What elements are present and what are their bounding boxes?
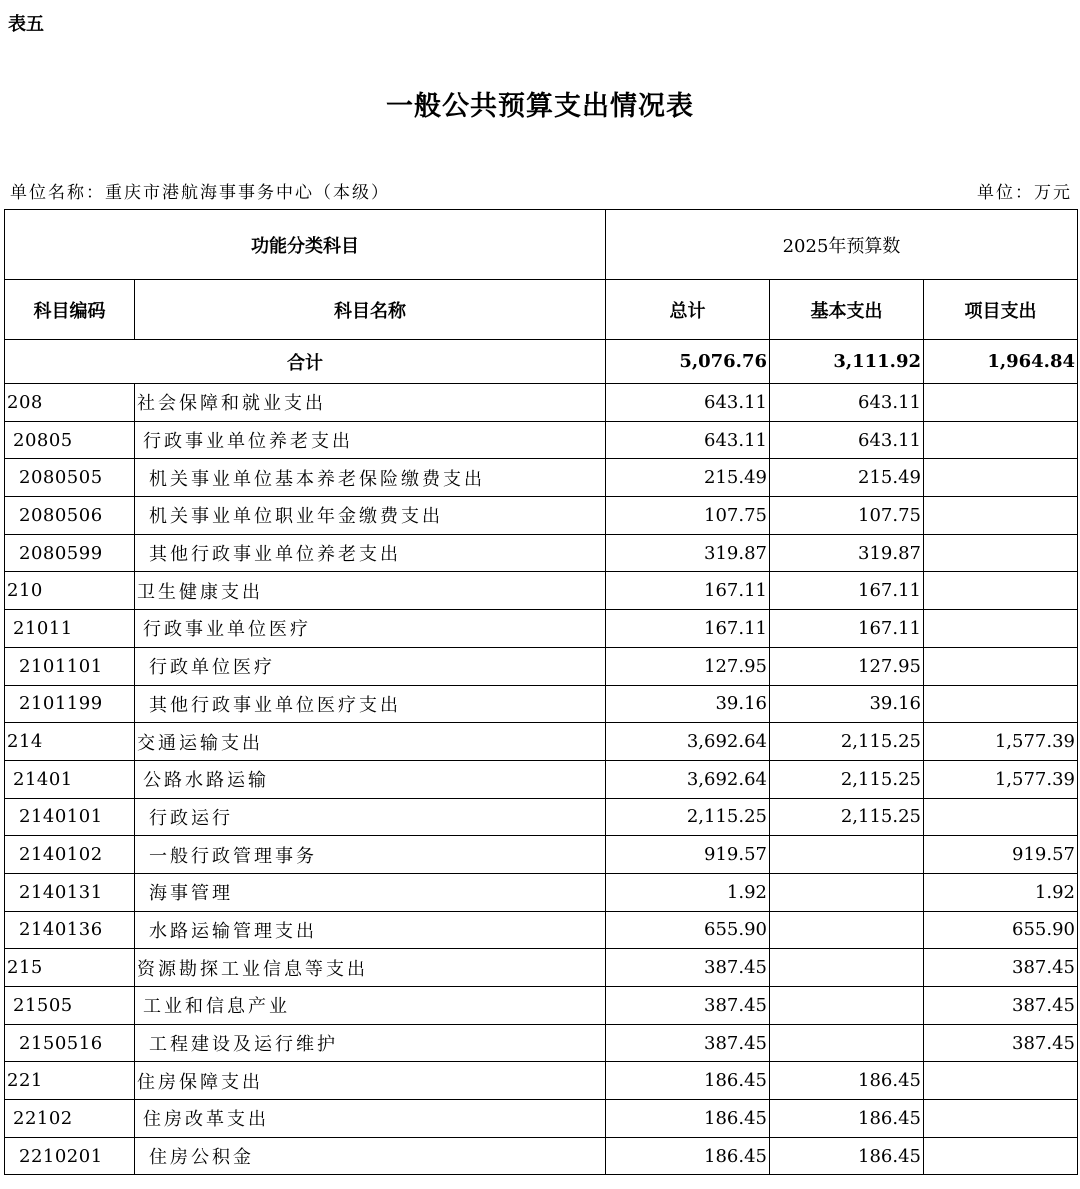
row-total: 127.95 xyxy=(606,647,770,685)
row-code: 214 xyxy=(5,723,135,761)
row-total: 167.11 xyxy=(606,572,770,610)
row-name: 水路运输管理支出 xyxy=(135,911,606,949)
row-basic xyxy=(770,911,924,949)
unit-measure: 单位：万元 xyxy=(977,183,1072,203)
row-project: 919.57 xyxy=(924,836,1078,874)
row-project xyxy=(924,685,1078,723)
row-name: 其他行政事业单位医疗支出 xyxy=(135,685,606,723)
row-code: 21011 xyxy=(5,610,135,648)
row-name: 交通运输支出 xyxy=(135,723,606,761)
row-total: 186.45 xyxy=(606,1062,770,1100)
row-basic xyxy=(770,1024,924,1062)
table-row xyxy=(5,1100,1078,1138)
row-name: 卫生健康支出 xyxy=(135,572,606,610)
row-project xyxy=(924,1062,1078,1100)
row-project xyxy=(924,647,1078,685)
table-row xyxy=(5,911,1078,949)
row-total: 2,115.25 xyxy=(606,798,770,836)
subheader-row xyxy=(5,280,1078,340)
row-total: 107.75 xyxy=(606,497,770,535)
row-total: 186.45 xyxy=(606,1137,770,1175)
table-row xyxy=(5,1062,1078,1100)
table-row xyxy=(5,873,1078,911)
row-basic: 127.95 xyxy=(770,647,924,685)
row-basic: 186.45 xyxy=(770,1062,924,1100)
row-basic: 643.11 xyxy=(770,384,924,422)
row-code: 2140136 xyxy=(5,911,135,949)
table-row xyxy=(5,760,1078,798)
row-project xyxy=(924,610,1078,648)
table-row xyxy=(5,723,1078,761)
row-code: 2080506 xyxy=(5,497,135,535)
row-basic: 186.45 xyxy=(770,1100,924,1138)
row-project xyxy=(924,798,1078,836)
table-row xyxy=(5,421,1078,459)
row-name: 机关事业单位基本养老保险缴费支出 xyxy=(135,459,606,497)
row-total: 387.45 xyxy=(606,1024,770,1062)
row-name: 行政单位医疗 xyxy=(135,647,606,685)
total-project: 1,964.84 xyxy=(924,340,1078,384)
table-row xyxy=(5,798,1078,836)
row-total: 387.45 xyxy=(606,987,770,1025)
total-row xyxy=(5,340,1078,384)
row-total: 167.11 xyxy=(606,610,770,648)
row-basic xyxy=(770,949,924,987)
row-total: 3,692.64 xyxy=(606,760,770,798)
row-basic: 186.45 xyxy=(770,1137,924,1175)
row-project xyxy=(924,1137,1078,1175)
row-name: 工程建设及运行维护 xyxy=(135,1024,606,1062)
row-code: 2080505 xyxy=(5,459,135,497)
row-name: 资源勘探工业信息等支出 xyxy=(135,949,606,987)
table-row xyxy=(5,1024,1078,1062)
table-row xyxy=(5,610,1078,648)
row-code: 2150516 xyxy=(5,1024,135,1062)
table-row xyxy=(5,572,1078,610)
row-name: 工业和信息产业 xyxy=(135,987,606,1025)
row-code: 2140102 xyxy=(5,836,135,874)
row-basic: 2,115.25 xyxy=(770,760,924,798)
row-code: 215 xyxy=(5,949,135,987)
row-code: 2080599 xyxy=(5,534,135,572)
row-name: 行政事业单位养老支出 xyxy=(135,421,606,459)
row-code: 2140131 xyxy=(5,873,135,911)
row-code: 21401 xyxy=(5,760,135,798)
table-row xyxy=(5,949,1078,987)
row-basic xyxy=(770,873,924,911)
table-row xyxy=(5,497,1078,535)
row-total: 215.49 xyxy=(606,459,770,497)
column-header-code: 科目编码 xyxy=(5,280,135,340)
row-total: 643.11 xyxy=(606,421,770,459)
row-code: 2101199 xyxy=(5,685,135,723)
row-project xyxy=(924,534,1078,572)
table-row xyxy=(5,534,1078,572)
row-total: 319.87 xyxy=(606,534,770,572)
row-basic: 319.87 xyxy=(770,534,924,572)
row-project xyxy=(924,421,1078,459)
row-project xyxy=(924,384,1078,422)
row-total: 643.11 xyxy=(606,384,770,422)
unit-name: 单位名称：重庆市港航海事事务中心（本级） xyxy=(10,183,390,203)
row-project: 387.45 xyxy=(924,1024,1078,1062)
table-row xyxy=(5,987,1078,1025)
row-code: 21505 xyxy=(5,987,135,1025)
row-project xyxy=(924,459,1078,497)
row-name: 住房保障支出 xyxy=(135,1062,606,1100)
row-basic: 167.11 xyxy=(770,610,924,648)
column-group-budget: 2025年预算数 xyxy=(606,210,1078,280)
table-row xyxy=(5,384,1078,422)
row-project xyxy=(924,497,1078,535)
row-code: 2101101 xyxy=(5,647,135,685)
row-name: 行政事业单位医疗 xyxy=(135,610,606,648)
row-total: 39.16 xyxy=(606,685,770,723)
row-basic xyxy=(770,836,924,874)
row-total: 1.92 xyxy=(606,873,770,911)
row-code: 22102 xyxy=(5,1100,135,1138)
row-name: 社会保障和就业支出 xyxy=(135,384,606,422)
row-total: 387.45 xyxy=(606,949,770,987)
row-total: 3,692.64 xyxy=(606,723,770,761)
column-header-project: 项目支出 xyxy=(924,280,1078,340)
row-code: 210 xyxy=(5,572,135,610)
row-project: 1,577.39 xyxy=(924,760,1078,798)
row-total: 186.45 xyxy=(606,1100,770,1138)
row-name: 海事管理 xyxy=(135,873,606,911)
total-label: 合计 xyxy=(5,340,606,384)
table-label: 表五 xyxy=(8,14,44,35)
row-name: 行政运行 xyxy=(135,798,606,836)
row-name: 其他行政事业单位养老支出 xyxy=(135,534,606,572)
row-code: 2140101 xyxy=(5,798,135,836)
row-name: 住房改革支出 xyxy=(135,1100,606,1138)
page-title: 一般公共预算支出情况表 xyxy=(386,91,694,122)
row-code: 221 xyxy=(5,1062,135,1100)
row-name: 一般行政管理事务 xyxy=(135,836,606,874)
row-total: 655.90 xyxy=(606,911,770,949)
row-code: 20805 xyxy=(5,421,135,459)
column-header-total: 总计 xyxy=(606,280,770,340)
budget-table xyxy=(4,209,1078,1175)
row-project: 655.90 xyxy=(924,911,1078,949)
column-header-name: 科目名称 xyxy=(135,280,606,340)
row-total: 919.57 xyxy=(606,836,770,874)
table-row xyxy=(5,1137,1078,1175)
table-row xyxy=(5,459,1078,497)
row-project: 387.45 xyxy=(924,949,1078,987)
row-name: 机关事业单位职业年金缴费支出 xyxy=(135,497,606,535)
row-basic xyxy=(770,987,924,1025)
column-group-functional: 功能分类科目 xyxy=(5,210,606,280)
row-basic: 215.49 xyxy=(770,459,924,497)
table-row xyxy=(5,685,1078,723)
row-code: 208 xyxy=(5,384,135,422)
row-project xyxy=(924,1100,1078,1138)
row-project: 1.92 xyxy=(924,873,1078,911)
header-row xyxy=(5,210,1078,280)
total-basic: 3,111.92 xyxy=(770,340,924,384)
row-basic: 107.75 xyxy=(770,497,924,535)
row-project xyxy=(924,572,1078,610)
row-code: 2210201 xyxy=(5,1137,135,1175)
row-basic: 39.16 xyxy=(770,685,924,723)
row-basic: 2,115.25 xyxy=(770,723,924,761)
row-name: 住房公积金 xyxy=(135,1137,606,1175)
table-row xyxy=(5,836,1078,874)
total-sum: 5,076.76 xyxy=(606,340,770,384)
row-project: 1,577.39 xyxy=(924,723,1078,761)
row-basic: 2,115.25 xyxy=(770,798,924,836)
row-project: 387.45 xyxy=(924,987,1078,1025)
table-row xyxy=(5,647,1078,685)
row-basic: 643.11 xyxy=(770,421,924,459)
column-header-basic: 基本支出 xyxy=(770,280,924,340)
row-basic: 167.11 xyxy=(770,572,924,610)
row-name: 公路水路运输 xyxy=(135,760,606,798)
